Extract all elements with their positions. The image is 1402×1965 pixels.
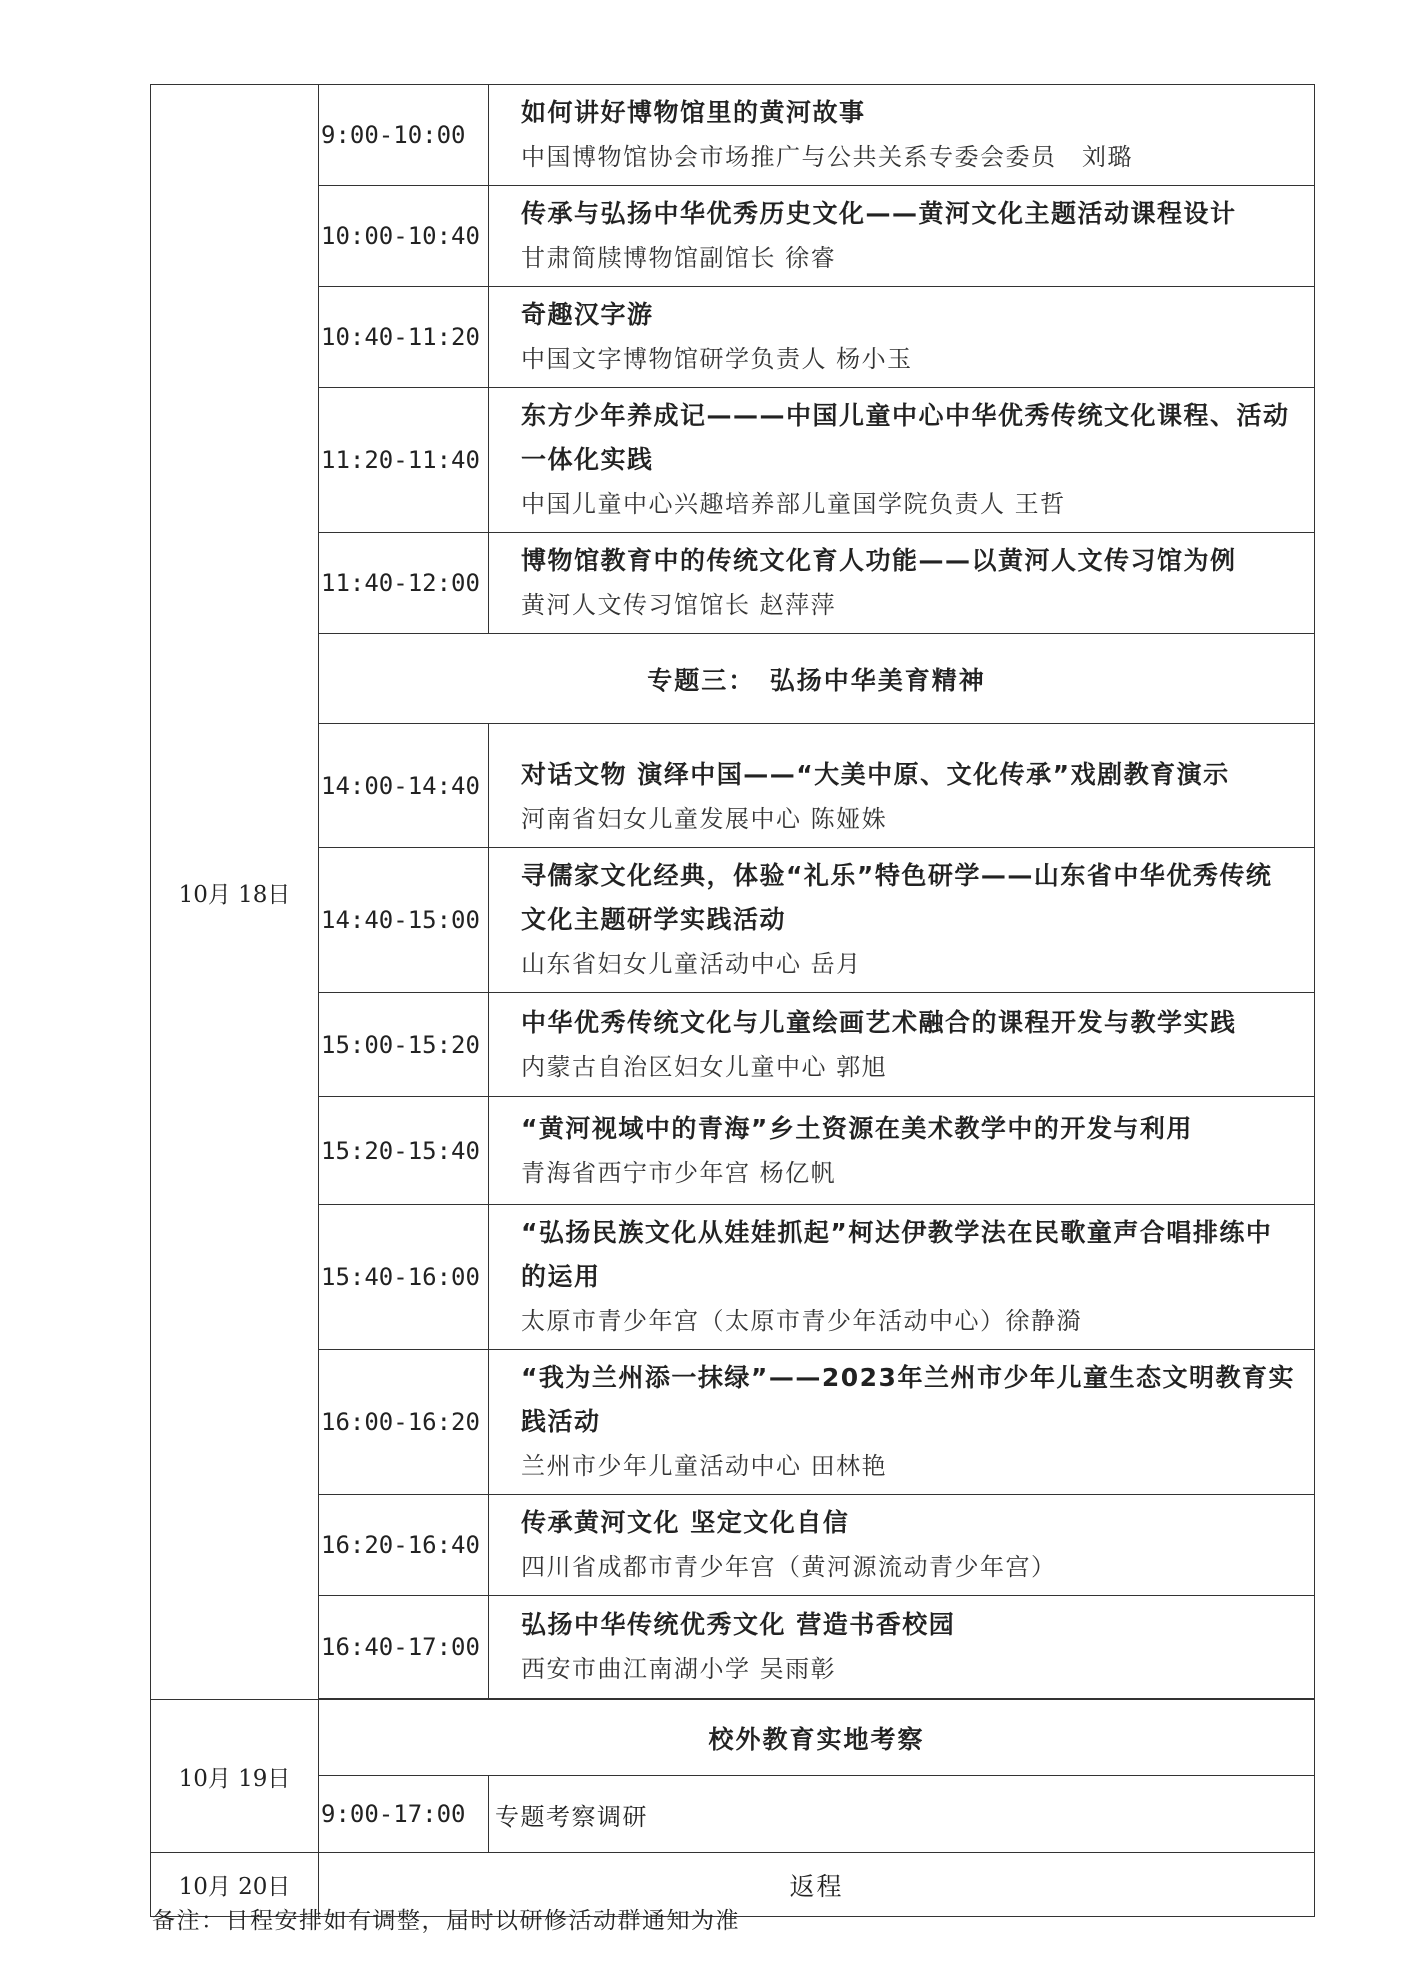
talk-cell	[489, 1350, 1315, 1495]
time-cell: 11:20-11:40	[319, 388, 489, 533]
table-row	[151, 186, 1315, 287]
table-row	[151, 848, 1315, 993]
footnote: 备注：日程安排如有调整，届时以研修活动群通知为准	[152, 1908, 740, 1934]
time-cell: 11:40-12:00	[319, 533, 489, 634]
time-cell: 9:00-17:00	[319, 1776, 489, 1853]
time-cell: 14:00-14:40	[319, 724, 489, 848]
time-cell: 14:40-15:00	[319, 848, 489, 993]
talk-speaker: 青海省西宁市少年宫 杨亿帆	[521, 1158, 837, 1187]
talk-cell	[489, 1596, 1315, 1699]
table-row	[151, 533, 1315, 634]
activity-cell: 返程	[319, 1853, 1315, 1917]
table-row	[151, 1205, 1315, 1350]
time-cell: 15:20-15:40	[319, 1097, 489, 1205]
talk-cell	[489, 848, 1315, 993]
day-heading: 校外教育实地考察	[319, 1700, 1315, 1776]
table-row	[151, 85, 1315, 186]
table-row	[151, 993, 1315, 1097]
talk-speaker: 四川省成都市青少年宫（黄河源流动青少年宫）	[521, 1553, 1057, 1581]
time-cell: 15:00-15:20	[319, 993, 489, 1097]
talk-title: “弘扬民族文化从娃娃抓起”柯达伊教学法在民歌童声合唱排练中的运用	[521, 1218, 1273, 1291]
talk-title: 寻儒家文化经典，体验“礼乐”特色研学——山东省中华优秀传统文化主题研学实践活动	[521, 861, 1273, 934]
table-row	[151, 1097, 1315, 1205]
table-row	[151, 1776, 1315, 1853]
talk-cell	[489, 388, 1315, 533]
talk-speaker: 内蒙古自治区妇女儿童中心 郭旭	[521, 1052, 888, 1081]
talk-cell	[489, 85, 1315, 186]
talk-cell	[489, 1205, 1315, 1350]
schedule-table	[150, 84, 1315, 1917]
talk-speaker: 河南省妇女儿童发展中心 陈娅姝	[521, 804, 888, 833]
talk-cell	[489, 533, 1315, 634]
talk-cell	[489, 186, 1315, 287]
talk-title: 弘扬中华传统优秀文化 营造书香校园	[521, 1610, 956, 1639]
talk-speaker: 山东省妇女儿童活动中心 岳月	[521, 950, 862, 978]
talk-cell	[489, 724, 1315, 848]
table-row	[151, 1700, 1315, 1776]
time-cell: 16:40-17:00	[319, 1596, 489, 1699]
table-row	[151, 1596, 1315, 1699]
table-row	[151, 287, 1315, 388]
table-row	[151, 1495, 1315, 1596]
talk-speaker: 中国儿童中心兴趣培养部儿童国学院负责人 王哲	[521, 490, 1066, 518]
talk-speaker: 中国博物馆协会市场推广与公共关系专委会委员 刘璐	[521, 143, 1133, 171]
time-cell: 16:00-16:20	[319, 1350, 489, 1495]
date-cell: 10月 20日	[151, 1853, 319, 1917]
talk-title: “我为兰州添一抹绿”——2023年兰州市少年儿童生态文明教育实践活动	[521, 1363, 1295, 1436]
talk-cell	[489, 287, 1315, 388]
date-cell: 10月 19日	[151, 1700, 319, 1853]
talk-cell	[489, 993, 1315, 1097]
talk-title: 如何讲好博物馆里的黄河故事	[521, 98, 866, 127]
date-cell: 10月 18日	[151, 85, 319, 1700]
time-cell: 9:00-10:00	[319, 85, 489, 186]
talk-title: 对话文物 演绎中国——“大美中原、文化传承”戏剧教育演示	[521, 759, 1230, 789]
activity-cell: 专题考察调研	[489, 1776, 1315, 1853]
time-cell: 10:40-11:20	[319, 287, 489, 388]
time-cell: 10:00-10:40	[319, 186, 489, 287]
table-row	[151, 388, 1315, 533]
talk-title: 奇趣汉字游	[521, 300, 654, 329]
table-row	[151, 724, 1315, 848]
talk-speaker: 太原市青少年宫（太原市青少年活动中心）徐静漪	[521, 1307, 1082, 1335]
time-cell: 15:40-16:00	[319, 1205, 489, 1350]
talk-title: 博物馆教育中的传统文化育人功能——以黄河人文传习馆为例	[521, 546, 1237, 575]
talk-speaker: 兰州市少年儿童活动中心 田林艳	[521, 1452, 888, 1480]
talk-speaker: 西安市曲江南湖小学 吴雨彰	[521, 1655, 837, 1683]
talk-title: 传承黄河文化 坚定文化自信	[521, 1508, 850, 1537]
talk-title: 中华优秀传统文化与儿童绘画艺术融合的课程开发与教学实践	[521, 1007, 1237, 1037]
topic-heading: 专题三： 弘扬中华美育精神	[319, 634, 1315, 724]
talk-cell	[489, 1097, 1315, 1205]
table-row	[151, 634, 1315, 724]
time-cell: 16:20-16:40	[319, 1495, 489, 1596]
talk-speaker: 中国文字博物馆研学负责人 杨小玉	[521, 345, 913, 373]
talk-cell	[489, 1495, 1315, 1596]
table-row	[151, 1350, 1315, 1495]
talk-title: “黄河视域中的青海”乡土资源在美术教学中的开发与利用	[521, 1113, 1193, 1143]
talk-title: 东方少年养成记———中国儿童中心中华优秀传统文化课程、活动一体化实践	[521, 401, 1290, 474]
talk-speaker: 黄河人文传习馆馆长 赵萍萍	[521, 591, 837, 619]
talk-title: 传承与弘扬中华优秀历史文化——黄河文化主题活动课程设计	[521, 199, 1237, 228]
talk-speaker: 甘肃简牍博物馆副馆长 徐睿	[521, 244, 837, 272]
